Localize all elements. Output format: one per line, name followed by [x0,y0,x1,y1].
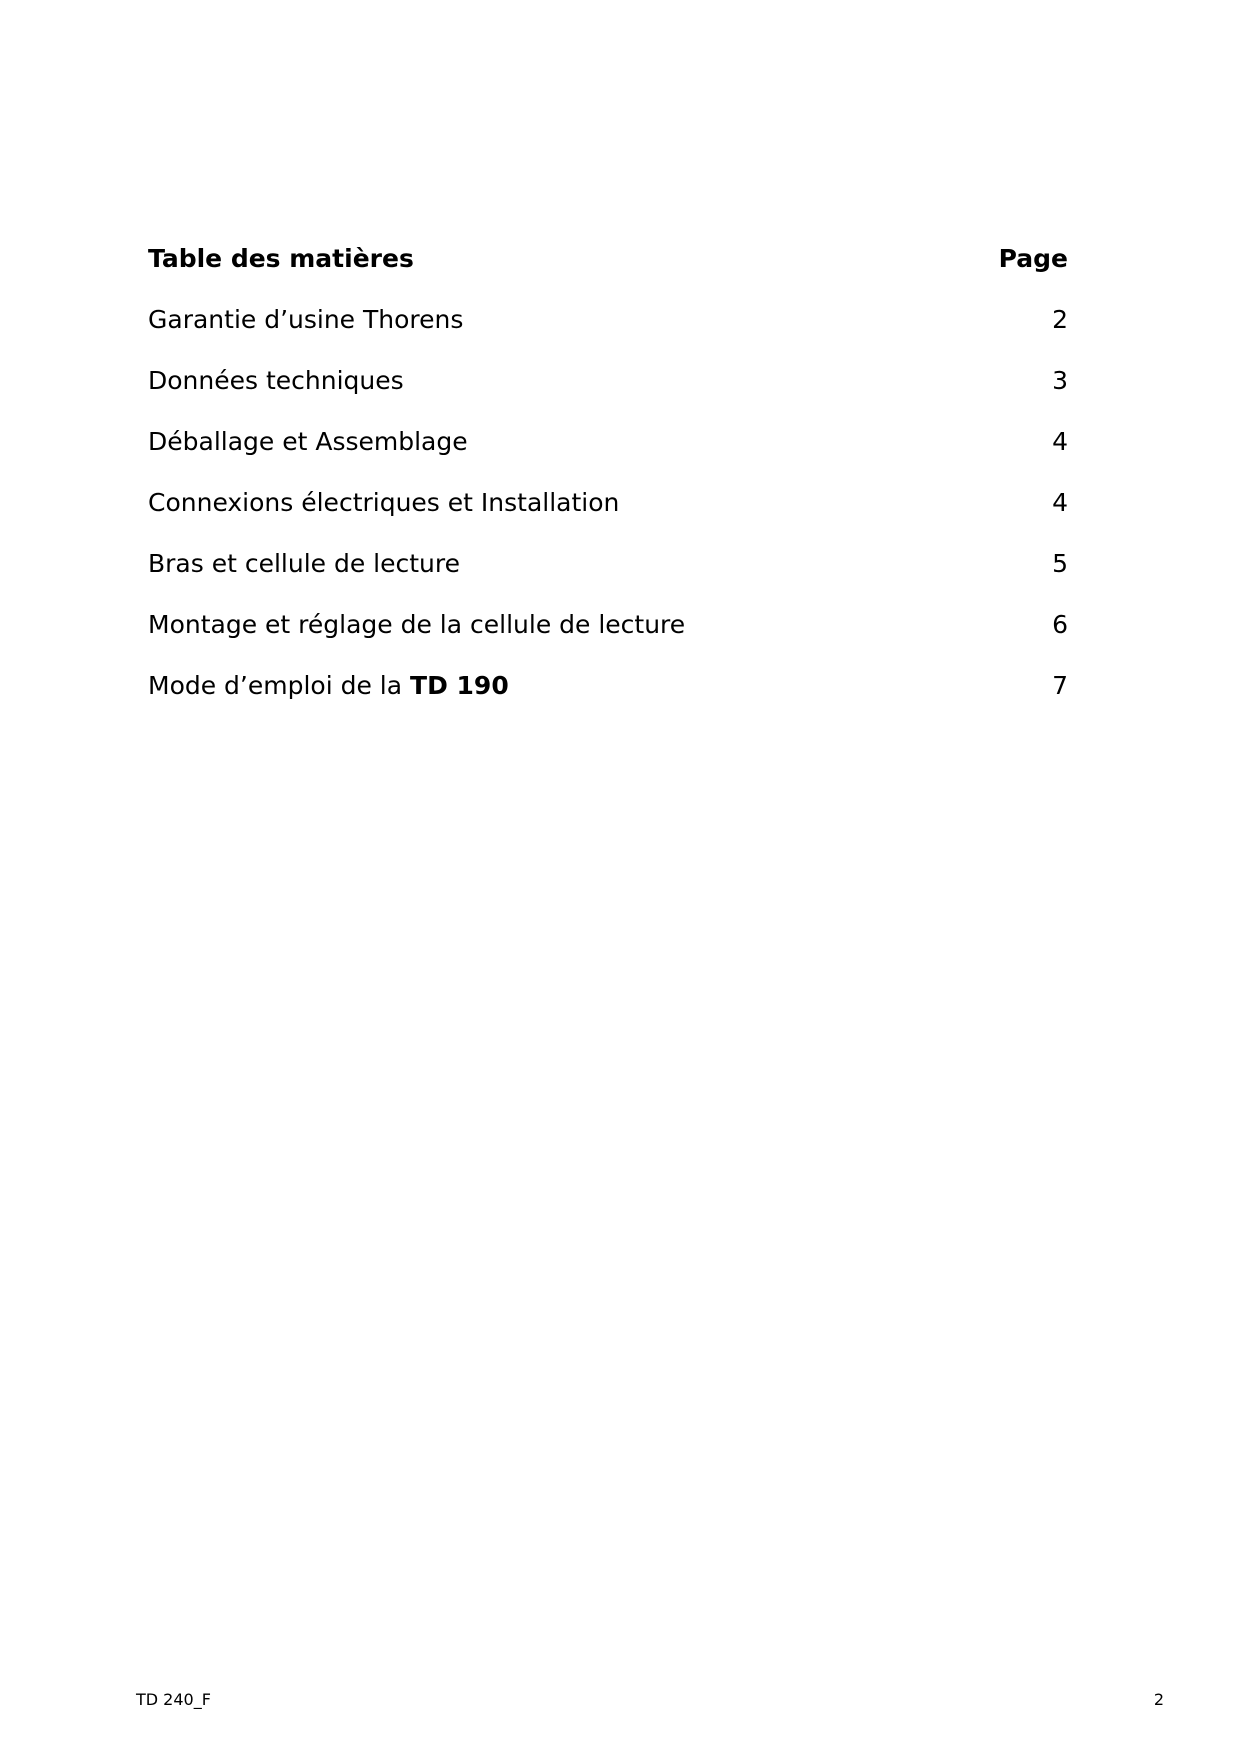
toc-entry-title: Montage et réglage de la cellule de lecture [148,610,686,639]
toc-entry [148,366,1068,427]
toc-entry-title: Déballage et Assemblage [148,427,468,456]
toc-entry-title: Connexions électriques et Installation [148,488,620,517]
toc-entry-title: Bras et cellule de lecture [148,549,461,578]
toc-heading: Table des matières [148,244,414,273]
toc-entry-page: 7 [1052,671,1068,700]
toc-entry-page: 2 [1052,305,1068,334]
toc-entry [148,427,1068,488]
table-of-contents [148,244,1068,732]
toc-page-heading: Page [998,244,1068,273]
toc-entry-title: Garantie d’usine Thorens [148,305,464,334]
footer-document-id: TD 240_F [136,1690,211,1709]
toc-entry [148,488,1068,549]
toc-entry-page: 3 [1052,366,1068,395]
toc-entry-page: 4 [1052,488,1068,517]
toc-entry-title-model: TD 190 [410,671,509,700]
toc-entry-title: Données techniques [148,366,404,395]
toc-entry-page: 6 [1052,610,1068,639]
footer-page-number: 2 [1153,1690,1164,1709]
toc-entry [148,671,1068,732]
toc-entry-page: 5 [1052,549,1068,578]
toc-entry [148,549,1068,610]
toc-entry-page: 4 [1052,427,1068,456]
page-footer [136,1690,1164,1709]
toc-header-row [148,244,1068,305]
toc-entry-title-prefix: Mode d’emploi de la [148,671,411,700]
toc-entry [148,610,1068,671]
toc-entry [148,305,1068,366]
toc-entry-title [148,671,509,701]
